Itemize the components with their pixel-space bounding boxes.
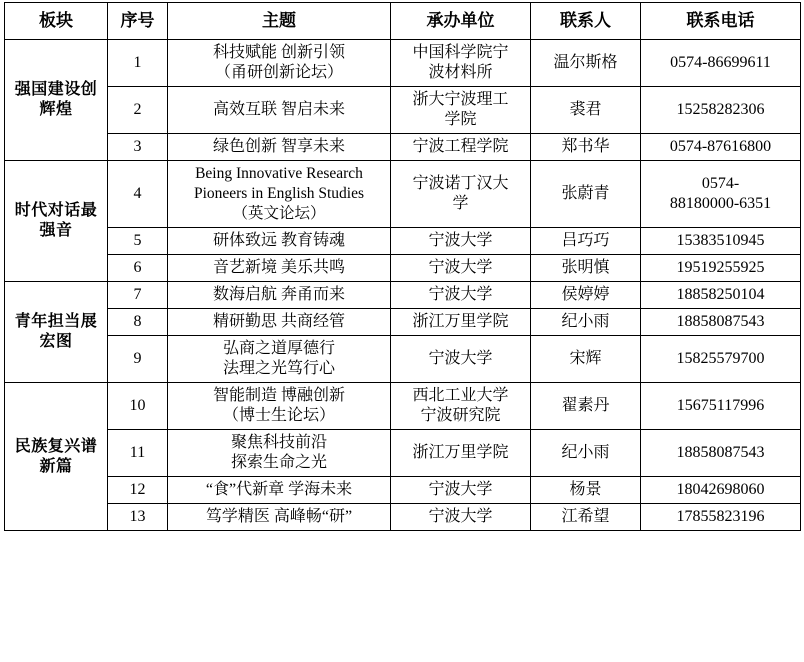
phone-cell [641, 161, 801, 228]
contact-cell: 纪小雨 [531, 430, 641, 477]
topic-cell [168, 336, 391, 383]
column-header-host: 承办单位 [391, 3, 531, 40]
row-index-cell: 4 [108, 161, 168, 228]
topic-line: 绿色创新 智享未来 [212, 138, 345, 155]
contact-cell: 吕巧巧 [531, 228, 641, 255]
section-cell: 青年担当展宏图 [5, 282, 108, 383]
table-row [5, 134, 801, 161]
phone-cell [641, 430, 801, 477]
contact-cell: 裘君 [531, 87, 641, 134]
host-cell [391, 430, 531, 477]
row-index-cell: 9 [108, 336, 168, 383]
topic-line: 精研勤思 共商经管 [212, 313, 345, 331]
column-header-topic: 主题 [168, 3, 391, 40]
host-cell [391, 161, 531, 228]
host-cell [391, 504, 531, 531]
row-index-cell: 2 [108, 87, 168, 134]
row-index-cell: 8 [108, 309, 168, 336]
table-row [5, 228, 801, 255]
phone-line: 19519255925 [676, 259, 765, 277]
table-body [5, 40, 801, 531]
table-row [5, 87, 801, 134]
phone-line: 15825579700 [676, 350, 765, 368]
phone-line: 0574- [701, 175, 740, 193]
column-header-section: 板块 [5, 3, 108, 40]
host-cell [391, 40, 531, 87]
table-row [5, 477, 801, 504]
row-index-cell: 12 [108, 477, 168, 504]
topic-cell [168, 430, 391, 477]
contact-cell: 江希望 [531, 504, 641, 531]
contact-cell: 宋辉 [531, 336, 641, 383]
phone-line: 18858250104 [676, 286, 765, 304]
row-index-cell: 7 [108, 282, 168, 309]
table-row [5, 383, 801, 430]
host-line: 西北工业大学 [412, 387, 509, 405]
phone-cell [641, 134, 801, 161]
topic-cell [168, 228, 391, 255]
contact-cell: 张明慎 [531, 255, 641, 282]
section-cell: 时代对话最强音 [5, 161, 108, 282]
topic-line: 法理之光笃行心 [222, 360, 335, 378]
host-cell [391, 228, 531, 255]
topic-cell [168, 255, 391, 282]
phone-cell [641, 228, 801, 255]
contact-cell: 杨景 [531, 477, 641, 504]
phone-cell [641, 282, 801, 309]
host-line: 宁波大学 [428, 286, 493, 304]
topic-line: Pioneers in English Studies [193, 185, 365, 203]
topic-cell [168, 383, 391, 430]
column-header-index: 序号 [108, 3, 168, 40]
host-line: 宁波工程学院 [412, 138, 509, 155]
column-header-phone: 联系电话 [641, 3, 801, 40]
phone-line: 15675117996 [676, 397, 765, 415]
section-cell: 民族复兴谱新篇 [5, 383, 108, 531]
topic-line: （博士生论坛） [222, 407, 335, 425]
table-row [5, 309, 801, 336]
host-line: 学 [452, 195, 469, 213]
host-cell [391, 309, 531, 336]
topic-line: 聚焦科技前沿 [230, 434, 327, 452]
row-index-cell: 13 [108, 504, 168, 531]
host-line: 宁波大学 [428, 350, 493, 368]
contact-cell: 张蔚青 [531, 161, 641, 228]
row-index-cell: 3 [108, 134, 168, 161]
host-line: 波材料所 [428, 64, 493, 81]
contact-cell: 纪小雨 [531, 309, 641, 336]
host-line: 学院 [444, 111, 477, 128]
topic-line: 数海启航 奔甬而来 [212, 286, 345, 304]
phone-cell [641, 309, 801, 336]
host-line: 浙大宁波理工 [412, 91, 509, 108]
topic-cell [168, 309, 391, 336]
row-index-cell: 11 [108, 430, 168, 477]
phone-cell [641, 255, 801, 282]
table-row [5, 336, 801, 383]
table-header [5, 3, 801, 40]
row-index-cell: 10 [108, 383, 168, 430]
phone-line: 15383510945 [676, 232, 765, 250]
topic-line: 高效互联 智启未来 [212, 101, 345, 118]
topic-line: 笃学精医 高峰畅“研” [205, 508, 353, 526]
phone-cell [641, 504, 801, 531]
table-row [5, 282, 801, 309]
table-row [5, 430, 801, 477]
topic-cell [168, 87, 391, 134]
phone-line: 18858087543 [676, 444, 765, 462]
topic-cell [168, 477, 391, 504]
phone-line: 15258282306 [676, 101, 765, 118]
topic-line: 音艺新境 美乐共鸣 [212, 259, 345, 277]
section-cell: 强国建设创辉煌 [5, 40, 108, 161]
topic-line: 弘商之道厚德行 [222, 340, 335, 358]
topic-line: （甬研创新论坛） [214, 64, 343, 81]
phone-cell [641, 40, 801, 87]
topic-line: Being Innovative Research [195, 165, 363, 182]
phone-line: 88180000-6351 [669, 195, 772, 213]
host-cell [391, 255, 531, 282]
phone-line: 0574-87616800 [669, 138, 772, 155]
phone-cell [641, 87, 801, 134]
topic-line: 研体致远 教育铸魂 [212, 232, 345, 250]
host-line: 宁波诺丁汉大 [412, 175, 509, 193]
host-line: 宁波大学 [428, 481, 493, 499]
contact-cell: 翟素丹 [531, 383, 641, 430]
topic-line: 探索生命之光 [230, 454, 327, 472]
host-line: 浙江万里学院 [412, 313, 509, 331]
row-index-cell: 5 [108, 228, 168, 255]
topic-line: “食”代新章 学海未来 [205, 481, 353, 499]
host-cell [391, 87, 531, 134]
phone-cell [641, 336, 801, 383]
topic-cell [168, 40, 391, 87]
host-line: 宁波大学 [428, 232, 493, 250]
column-header-contact: 联系人 [531, 3, 641, 40]
host-line: 宁波研究院 [420, 407, 501, 425]
topic-cell [168, 282, 391, 309]
host-line: 宁波大学 [428, 508, 493, 526]
phone-line: 17855823196 [676, 508, 765, 526]
topic-line: 科技赋能 创新引领 [212, 44, 345, 61]
topic-cell [168, 134, 391, 161]
table-row [5, 40, 801, 87]
contact-cell: 温尔斯格 [531, 40, 641, 87]
host-cell [391, 134, 531, 161]
topic-line: 智能制造 博融创新 [212, 387, 345, 405]
topic-cell [168, 504, 391, 531]
table-row [5, 255, 801, 282]
topic-line: （英文论坛） [232, 205, 326, 223]
host-cell [391, 477, 531, 504]
contact-cell: 郑书华 [531, 134, 641, 161]
topic-cell [168, 161, 391, 228]
phone-cell [641, 477, 801, 504]
table-row [5, 504, 801, 531]
phone-line: 0574-86699611 [670, 54, 771, 71]
phone-line: 18042698060 [676, 481, 765, 499]
host-cell [391, 336, 531, 383]
row-index-cell: 6 [108, 255, 168, 282]
phone-line: 18858087543 [676, 313, 765, 331]
table-row [5, 161, 801, 228]
host-line: 中国科学院宁 [412, 44, 509, 61]
forum-schedule-table [4, 2, 801, 531]
host-cell [391, 383, 531, 430]
phone-cell [641, 383, 801, 430]
contact-cell: 侯婷婷 [531, 282, 641, 309]
host-line: 宁波大学 [428, 259, 493, 277]
host-line: 浙江万里学院 [412, 444, 509, 462]
table-header-row [5, 3, 801, 40]
row-index-cell: 1 [108, 40, 168, 87]
host-cell [391, 282, 531, 309]
